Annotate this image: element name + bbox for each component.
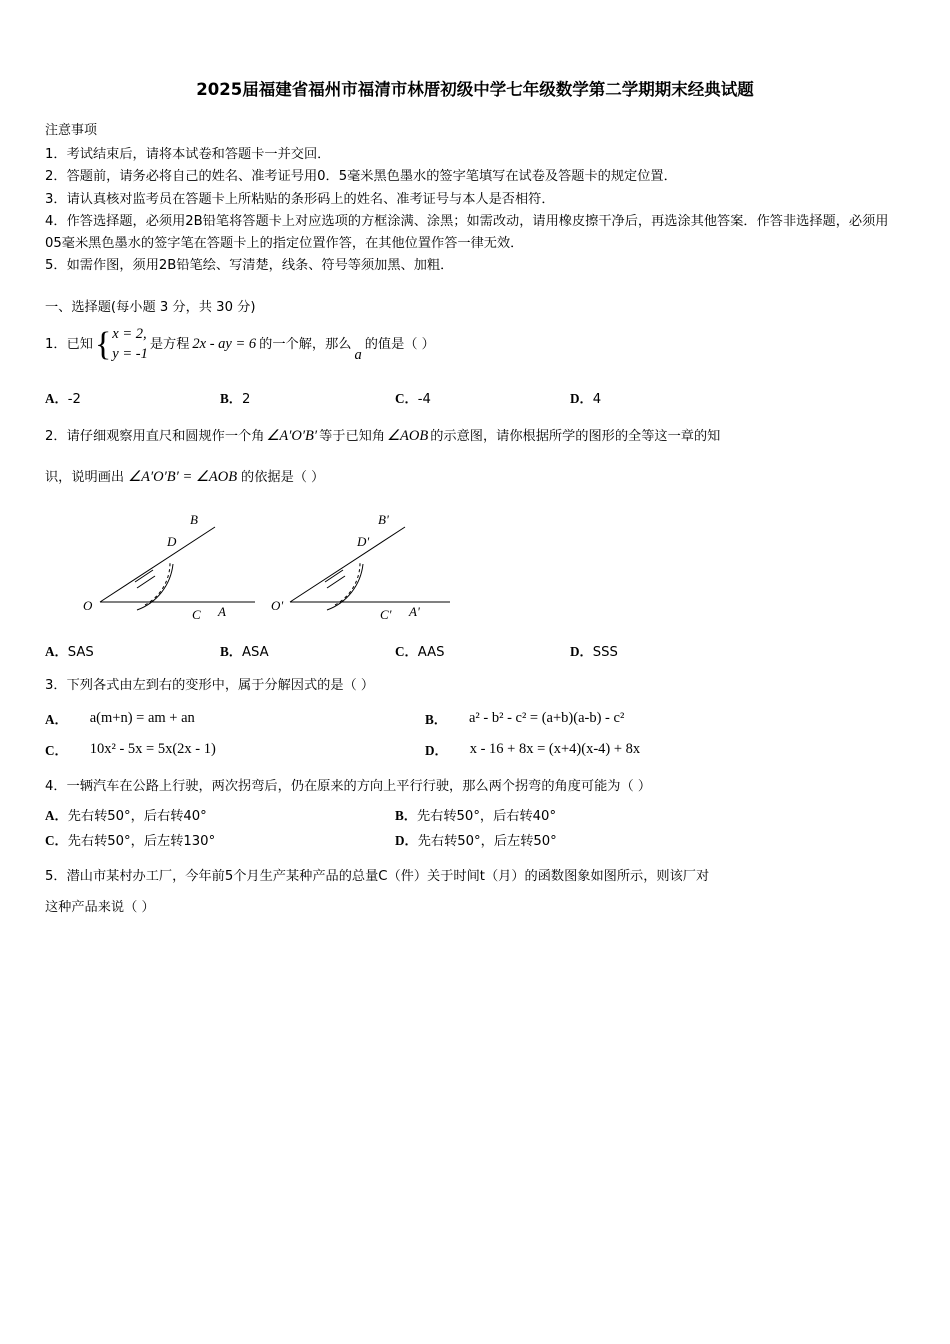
option-d-label: D． bbox=[570, 644, 593, 660]
notice-item-1: 1．考试结束后，请将本试卷和答题卡一并交回． bbox=[45, 147, 331, 163]
question-2-figure bbox=[45, 502, 905, 637]
notice-item-2: 2．答题前，请务必将自己的姓名、准考证号用0．5毫米黑色墨水的签字笔填写在试卷及答题卡的规定位置． bbox=[45, 169, 677, 185]
question-2-line1-a: 请仔细观察用直尺和圆规作一个角 bbox=[66, 429, 265, 445]
question-1-variable: a bbox=[354, 347, 362, 364]
question-1-option-d[interactable] bbox=[570, 388, 745, 407]
question-1-system bbox=[95, 325, 148, 364]
option-a-label: A． bbox=[45, 644, 68, 660]
option-b-label: B． bbox=[395, 807, 417, 823]
option-b-label: B． bbox=[425, 712, 447, 728]
option-a-label: A． bbox=[45, 391, 68, 407]
figure-label-C-prime: C' bbox=[380, 607, 392, 623]
section-heading: 一、选择题(每小题 3 分，共 30 分) bbox=[45, 300, 256, 316]
option-c-label: C． bbox=[45, 832, 68, 848]
question-5-line1: 潜山市某村办工厂，今年前5个月生产某种产品的总量C（件）关于时间t（月）的函数图象如图所示，则该厂对 bbox=[66, 868, 710, 884]
question-2 bbox=[45, 421, 905, 451]
figure-label-C: C bbox=[192, 607, 201, 623]
option-c-label: C． bbox=[45, 743, 68, 759]
option-b-label: B． bbox=[220, 391, 242, 407]
option-a-value: SAS bbox=[67, 645, 94, 661]
option-a-label: A． bbox=[45, 807, 68, 823]
question-4-option-b[interactable] bbox=[395, 805, 745, 824]
question-5-line2-text: 这种产品来说（ ） bbox=[45, 899, 155, 915]
option-c-value: 先右转50°，后左转130° bbox=[67, 833, 216, 849]
question-2-line1-c: 的示意图，请你根据所学的图形的全等这一章的知 bbox=[430, 429, 721, 445]
question-1-option-b[interactable] bbox=[220, 388, 395, 407]
option-a-value: -2 bbox=[67, 392, 81, 408]
option-d-value: x - 16 + 8x = (x+4)(x-4) + 8x bbox=[469, 741, 641, 758]
question-2-option-b[interactable] bbox=[220, 641, 395, 660]
question-3-option-c[interactable] bbox=[45, 740, 425, 759]
question-1-options bbox=[45, 388, 905, 407]
question-2-number: 2． bbox=[45, 429, 67, 445]
option-d-value: 先右转50°，后左转50° bbox=[417, 833, 557, 849]
figure-label-B: B bbox=[190, 512, 198, 528]
option-c-label: C． bbox=[395, 644, 418, 660]
question-3-options-row-2 bbox=[45, 740, 905, 759]
figure-label-O-prime: O' bbox=[271, 598, 284, 614]
question-4-option-c[interactable] bbox=[45, 830, 395, 849]
notice-item-5: 5．如需作图，须用2B铅笔绘、写清楚，线条、符号等须加黑、加粗． bbox=[45, 257, 454, 273]
question-2-equation: ∠A′O′B′ = ∠AOB bbox=[128, 468, 238, 485]
option-d-value: SSS bbox=[592, 645, 618, 661]
question-2-angle-2: ∠AOB bbox=[387, 428, 429, 445]
question-1-option-c[interactable] bbox=[395, 388, 570, 407]
notice-item-3: 3．请认真核对监考员在答题卡上所粘贴的条形码上的姓名、准考证号与本人是否相符． bbox=[45, 191, 555, 207]
option-c-label: C． bbox=[395, 391, 418, 407]
option-b-label: B． bbox=[220, 644, 242, 660]
left-brace: { bbox=[94, 326, 112, 364]
option-c-value: 10x² - 5x = 5x(2x - 1) bbox=[89, 741, 216, 758]
option-a-value: a(m+n) = am + an bbox=[89, 710, 195, 727]
question-5-number: 5． bbox=[45, 868, 67, 884]
question-1-equation: 2x - ay = 6 bbox=[192, 336, 257, 353]
option-d-value: 4 bbox=[592, 392, 602, 408]
question-4-option-a[interactable] bbox=[45, 805, 395, 824]
option-d-label: D． bbox=[395, 832, 418, 848]
question-1-text-before: 已知 bbox=[66, 337, 93, 353]
option-d-label: D． bbox=[570, 391, 593, 407]
question-4-options-row-1 bbox=[45, 805, 905, 824]
question-4-options-row-2 bbox=[45, 830, 905, 849]
question-1-text-mid: 是方程 bbox=[149, 337, 190, 353]
question-2-angle-1: ∠A′O′B′ bbox=[266, 428, 318, 445]
figure-label-D: D bbox=[167, 534, 177, 550]
question-3-options-row-1 bbox=[45, 709, 905, 728]
page-title: 2025届福建省福州市福清市林厝初级中学七年级数学第二学期期末经典试题 bbox=[196, 80, 754, 99]
option-c-value: -4 bbox=[417, 392, 431, 408]
question-3-option-a[interactable] bbox=[45, 709, 425, 728]
figure-label-D-prime: D' bbox=[357, 534, 370, 550]
option-b-value: a² - b² - c² = (a+b)(a-b) - c² bbox=[468, 710, 625, 727]
option-b-value: 先右转50°，后右转40° bbox=[416, 808, 557, 824]
figure-label-B-prime: B' bbox=[378, 512, 389, 528]
question-3-number: 3． bbox=[45, 678, 67, 694]
question-2-option-c[interactable] bbox=[395, 641, 570, 660]
question-4-text: 一辆汽车在公路上行驶，两次拐弯后，仍在原来的方向上平行行驶，那么两个拐弯的角度可能为（ ） bbox=[66, 779, 652, 795]
question-1-number: 1． bbox=[45, 337, 67, 353]
question-3 bbox=[45, 674, 905, 697]
question-5 bbox=[45, 865, 905, 888]
question-2-line2 bbox=[45, 462, 905, 492]
question-2-option-a[interactable] bbox=[45, 641, 220, 660]
option-d-label: D． bbox=[425, 743, 448, 759]
question-1 bbox=[45, 325, 905, 364]
question-2-line2-a: 识，说明画出 bbox=[45, 469, 125, 485]
figure-label-A: A bbox=[218, 604, 226, 620]
page-content bbox=[45, 78, 905, 923]
option-b-value: ASA bbox=[241, 645, 269, 661]
question-2-option-d[interactable] bbox=[570, 641, 745, 660]
option-a-label: A． bbox=[45, 712, 68, 728]
option-c-value: AAS bbox=[417, 645, 445, 661]
question-2-line1-b: 等于已知角 bbox=[319, 429, 386, 445]
question-3-option-b[interactable] bbox=[425, 709, 805, 728]
notice-item-4: 4．作答选择题，必须用2B铅笔将答题卡上对应选项的方框涂满、涂黑；如需改动，请用橡皮擦干净后，再选涂其他答案．作答非选择题，必须用05毫米黑色墨水的签字笔在答题卡上的指定位置作答，在其他位置作答一律无效． bbox=[45, 214, 889, 251]
question-2-line2-b: 的依据是（ ） bbox=[241, 469, 325, 485]
figure-label-A-prime: A' bbox=[409, 604, 420, 620]
option-a-value: 先右转50°，后右转40° bbox=[67, 808, 207, 824]
question-1-system-row2: y = -1 bbox=[112, 345, 148, 362]
notice-list bbox=[45, 144, 905, 276]
question-4-option-d[interactable] bbox=[395, 830, 745, 849]
question-5-line2 bbox=[45, 896, 905, 919]
question-1-option-a[interactable] bbox=[45, 388, 220, 407]
question-4 bbox=[45, 775, 905, 798]
question-3-text: 下列各式由左到右的变形中，属于分解因式的是（ ） bbox=[66, 678, 375, 694]
question-3-option-d[interactable] bbox=[425, 740, 805, 759]
question-2-options bbox=[45, 641, 905, 660]
notice-heading: 注意事项 bbox=[45, 123, 98, 139]
question-4-number: 4． bbox=[45, 779, 67, 795]
figure-label-O: O bbox=[83, 598, 93, 614]
question-1-system-row1: x = 2, bbox=[112, 326, 147, 343]
question-1-text-after: 的一个解，那么 bbox=[259, 337, 352, 353]
option-b-value: 2 bbox=[241, 392, 251, 408]
question-1-text-end: 的值是（ ） bbox=[364, 337, 435, 353]
